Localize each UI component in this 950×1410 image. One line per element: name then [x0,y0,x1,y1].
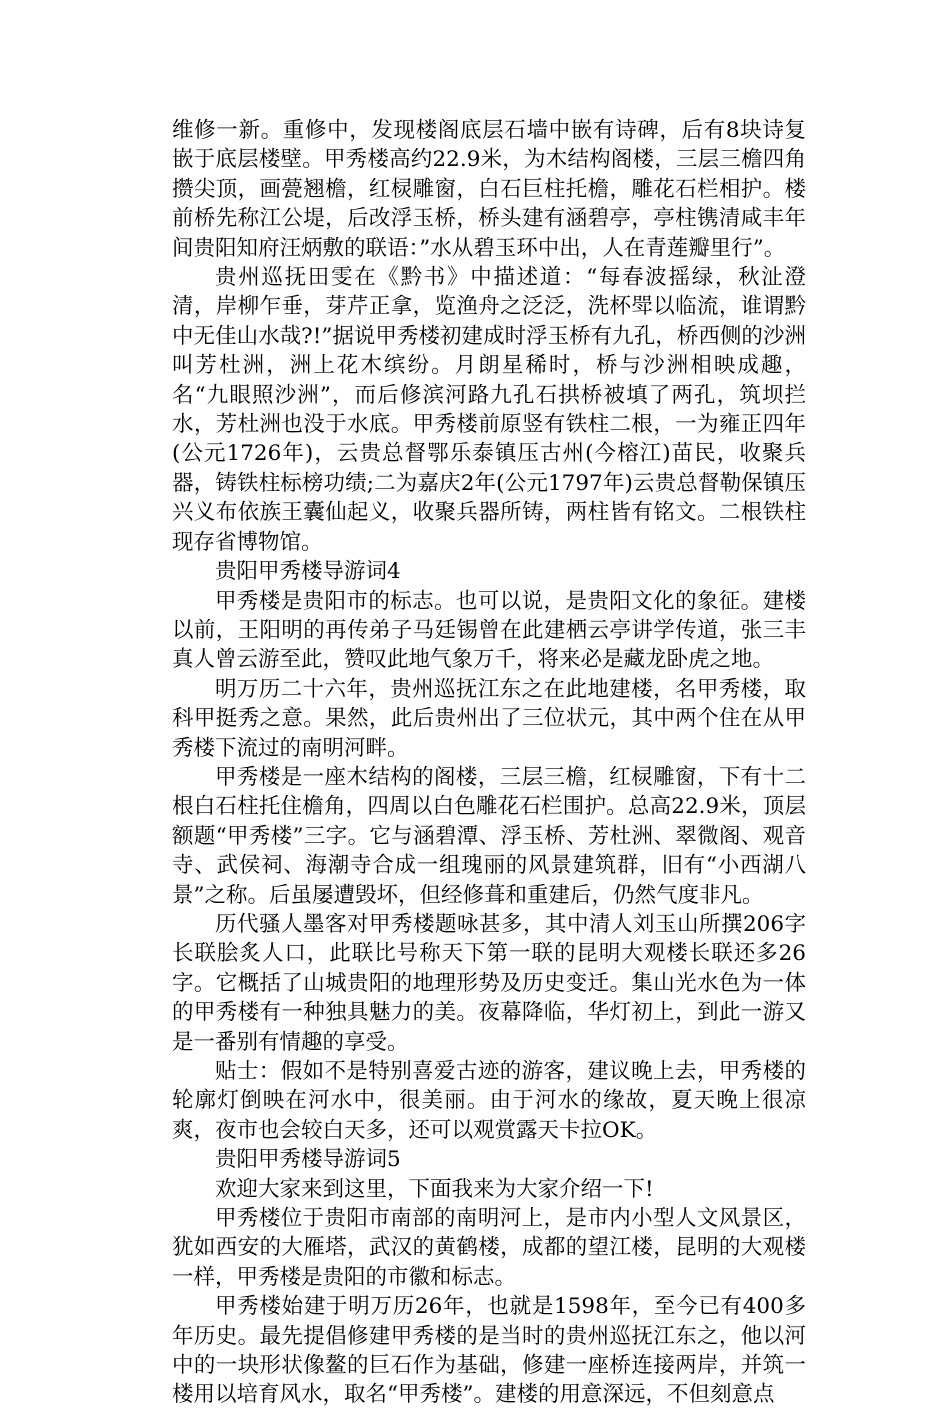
section-heading-5: 贵阳甲秀楼导游词5 [215,1147,401,1173]
paragraph-3: 甲秀楼是贵阳市的标志。也可以说，是贵阳文化的象征。建楼以前，王阳明的再传弟子马廷锡曾在此建栖云亭讲学传道，张三丰真人曾云游至此，赞叹此地气象万千，将来必是藏龙卧虎之地。 [172,588,806,673]
paragraph-location: 甲秀楼位于贵阳市南部的南明河上，是市内小型人文风景区，犹如西安的大雁塔，武汉的黄鹤楼，成都的望江楼，昆明的大观楼一样，甲秀楼是贵阳的市徽和标志。 [172,1206,806,1290]
paragraph-1: 维修一新。重修中，发现楼阁底层石墙中嵌有诗碑，后有8块诗复嵌于底层楼壁。甲秀楼高约22.9米，为木结构阁楼，三层三檐四角攒尖顶，画甍翘檐，红棂雕窗，白石巨柱托檐，雕花石栏相护。楼前桥先称江公堤，后改浮玉桥，桥头建有涵碧亭，亭柱镌清咸丰年间贵阳知府汪炳敷的联语：”水从碧玉环中出，人在青莲瓣里行”。 [172,118,806,261]
paragraph-welcome: 欢迎大家来到这里，下面我来为大家介绍一下! [215,1176,654,1202]
paragraph-history: 甲秀楼始建于明万历26年，也就是1598年，至今已有400多年历史。最先提倡修建甲秀楼的是当时的贵州巡抚江东之，他以河中的一块形状像鳌的巨石作为基础，修建一座桥连接两岸，并筑一楼用以培育风水，取名“甲秀楼”。建楼的用意深远，不但刻意点 [172,1294,806,1408]
document-page [172,116,806,1410]
paragraph-tips: 贴士：假如不是特别喜爱古迹的游客，建议晚上去，甲秀楼的轮廓灯倒映在河水中，很美丽。由于河水的缘故，夏天晚上很凉爽，夜市也会较白天多，还可以观赏露天卡拉OK。 [172,1059,806,1143]
paragraph-5: 甲秀楼是一座木结构的阁楼，三层三檐，红棂雕窗，下有十二根白石柱托住檐角，四周以白色雕花石栏围护。总高22.9米，顶层额题“甲秀楼”三字。它与涵碧潭、浮玉桥、芳杜洲、翠微阁、观音寺、武侯祠、海潮寺合成一组瑰丽的风景建筑群，旧有“小西湖八景”之称。后虽屡遭毁坏，但经修葺和重建后，仍然气度非凡。 [172,764,806,908]
paragraph-2: 贵州巡抚田雯在《黔书》中描述道：“每春波摇绿，秋沚澄清，岸柳乍垂，芽芹正拿，览渔舟之泛泛，洗杯斝以临流，谁谓黔中无佳山水哉?!”据说甲秀楼初建成时浮玉桥有九孔，桥西侧的沙洲叫芳杜洲，洲上花木缤纷。月朗星稀时，桥与沙洲相映成趣，名“九眼照沙洲”，而后修滨河路九孔石拱桥被填了两孔，筑坝拦水，芳杜洲也没于水底。甲秀楼前原竖有铁柱二根，一为雍正四年(公元1726年)，云贵总督鄂乐泰镇压古州(今榕江)苗民，收聚兵器，铸铁柱标榜功绩;二为嘉庆2年(公元1797年)云贵总督勒保镇压兴义布依族王囊仙起义，收聚兵器所铸，两柱皆有铭文。二根铁柱现存省博物馆。 [172,265,806,555]
paragraph-4: 明万历二十六年，贵州巡抚江东之在此地建楼，名甲秀楼，取科甲挺秀之意。果然，此后贵州出了三位状元，其中两个住在从甲秀楼下流过的南明河畔。 [172,676,806,761]
section-heading-4: 贵阳甲秀楼导游词4 [215,559,401,585]
paragraph-6: 历代骚人墨客对甲秀楼题咏甚多，其中清人刘玉山所撰206字长联脍炙人口，此联比号称天下第一联的昆明大观楼长联还多26字。它概括了山城贵阳的地理形势及历史变迁。集山光水色为一体的甲秀楼有一种独具魅力的美。夜幕降临，华灯初上，到此一游又是一番别有情趣的享受。 [172,911,806,1055]
